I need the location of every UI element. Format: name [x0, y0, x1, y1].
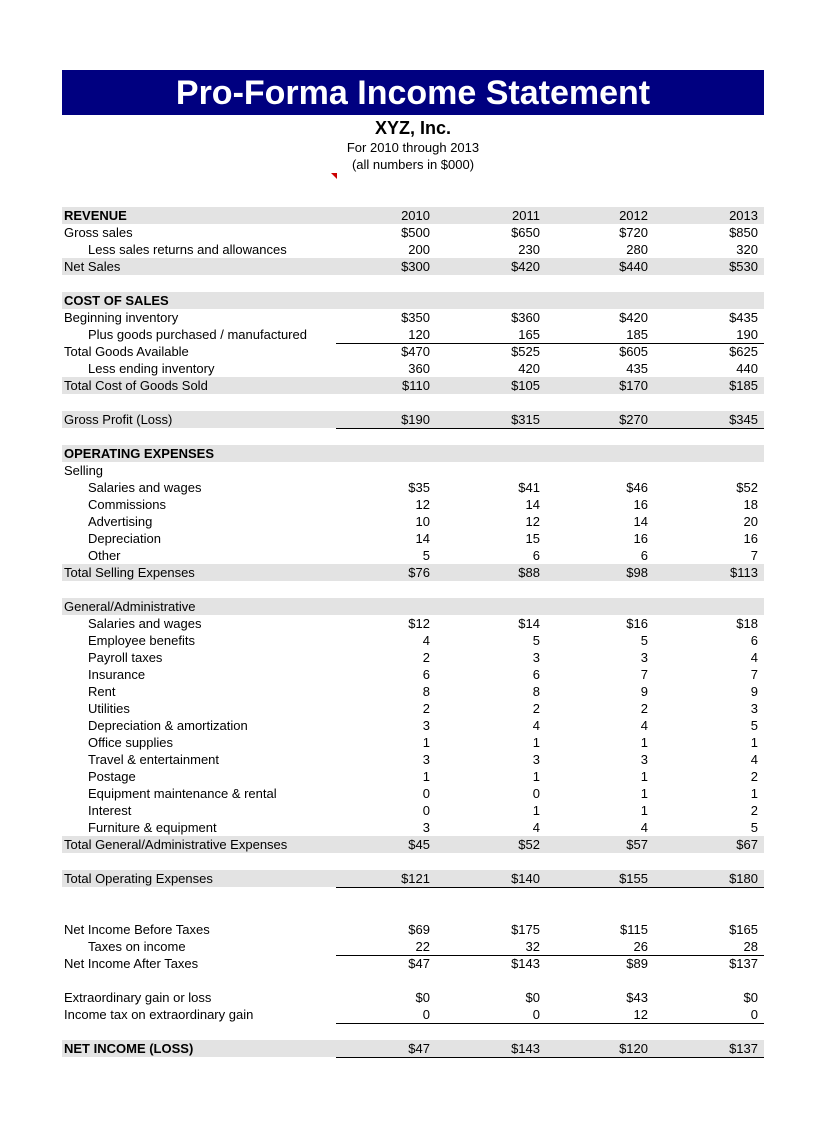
value-cell-2012[interactable]: 4 — [640, 820, 648, 835]
value-cell-2010[interactable]: 14 — [415, 531, 430, 546]
value-cell-2012[interactable]: 16 — [633, 531, 648, 546]
value-cell-2012[interactable]: 4 — [640, 718, 648, 733]
value-cell-2011[interactable]: 1 — [532, 735, 540, 750]
value-cell-2012[interactable]: 3 — [640, 752, 648, 767]
value-cell-2013[interactable]: 5 — [750, 718, 758, 733]
value-cell-2011[interactable]: 420 — [518, 361, 540, 376]
row-label[interactable]: Less ending inventory — [88, 361, 215, 376]
row-label[interactable]: Beginning inventory — [64, 310, 179, 325]
value-cell-2013[interactable]: 2 — [750, 769, 758, 784]
value-cell-2011[interactable]: 0 — [532, 1007, 540, 1022]
table-row — [62, 649, 764, 666]
income-statement-table — [62, 207, 764, 1057]
value-cell-2011[interactable]: 165 — [518, 327, 540, 342]
value-cell-2010[interactable]: 0 — [422, 1007, 430, 1022]
row-label[interactable]: Gross sales — [64, 225, 133, 240]
company-name: XYZ, Inc. — [374, 118, 452, 138]
value-cell-2011[interactable]: 15 — [525, 531, 540, 546]
row-label[interactable]: Net Income Before Taxes — [64, 922, 210, 937]
table-row — [62, 921, 764, 938]
row-label[interactable]: Depreciation — [88, 531, 161, 546]
value-cell-2011[interactable]: 6 — [532, 548, 540, 563]
row-label[interactable]: Other — [88, 548, 121, 563]
value-cell-2012[interactable]: 2 — [640, 701, 648, 716]
value-cell-2011[interactable]: 1 — [532, 803, 540, 818]
value-cell-2013[interactable]: 6 — [750, 633, 758, 648]
cell-comment-indicator-icon[interactable] — [331, 173, 337, 179]
value-cell-2010[interactable]: $300 — [401, 259, 430, 274]
table-row — [62, 530, 764, 547]
value-cell-2012[interactable]: 1 — [640, 803, 648, 818]
value-cell-2012[interactable]: 2012 — [619, 208, 648, 223]
value-cell-2011[interactable]: $143 — [511, 1041, 540, 1056]
row-label[interactable]: Taxes on income — [88, 939, 186, 954]
value-cell-2013[interactable]: 7 — [750, 667, 758, 682]
value-cell-2013[interactable]: 190 — [736, 327, 758, 342]
table-row — [62, 785, 764, 802]
table-row — [62, 258, 764, 275]
value-cell-2012[interactable]: 12 — [633, 1007, 648, 1022]
row-label[interactable]: Equipment maintenance & rental — [88, 786, 277, 801]
value-cell-2010[interactable]: 12 — [415, 497, 430, 512]
row-label[interactable]: Total Selling Expenses — [64, 565, 195, 580]
row-label[interactable]: NET INCOME (LOSS) — [64, 1041, 194, 1056]
table-row — [62, 564, 764, 581]
table-row — [62, 241, 764, 258]
value-cell-2011[interactable]: 2011 — [512, 208, 540, 223]
row-label[interactable]: OPERATING EXPENSES — [64, 446, 215, 461]
table-row — [62, 513, 764, 530]
table-row — [62, 700, 764, 717]
value-cell-2013[interactable]: 440 — [736, 361, 758, 376]
value-cell-2012[interactable]: $155 — [619, 871, 648, 886]
table-row — [62, 496, 764, 513]
table-row — [62, 819, 764, 836]
row-label[interactable]: Total Goods Available — [64, 344, 189, 359]
row-label[interactable]: Plus goods purchased / manufactured — [88, 327, 307, 342]
value-cell-2010[interactable]: $76 — [408, 565, 430, 580]
table-row — [62, 411, 764, 428]
value-cell-2013[interactable]: $530 — [729, 259, 758, 274]
value-cell-2010[interactable]: 1 — [422, 769, 430, 784]
table-row — [62, 734, 764, 751]
value-cell-2010[interactable]: $12 — [408, 616, 430, 631]
row-label[interactable]: Selling — [64, 463, 104, 478]
value-cell-2010[interactable]: $500 — [401, 225, 430, 240]
row-label[interactable]: Rent — [88, 684, 116, 699]
row-label[interactable]: Utilities — [88, 701, 130, 716]
value-cell-2010[interactable]: $470 — [401, 344, 430, 359]
table-row — [62, 360, 764, 377]
value-cell-2013[interactable]: 7 — [750, 548, 758, 563]
table-row — [62, 955, 764, 972]
spacer-row — [62, 853, 764, 870]
value-cell-2011[interactable]: 4 — [532, 820, 540, 835]
value-cell-2013[interactable]: 5 — [750, 820, 758, 835]
value-cell-2013[interactable]: $67 — [736, 837, 758, 852]
value-cell-2010[interactable]: 8 — [422, 684, 430, 699]
table-row — [62, 598, 764, 615]
value-cell-2013[interactable]: $625 — [729, 344, 758, 359]
value-cell-2011[interactable]: 6 — [532, 667, 540, 682]
value-cell-2013[interactable]: 4 — [750, 650, 758, 665]
row-label[interactable]: Advertising — [88, 514, 153, 529]
value-cell-2013[interactable]: $137 — [729, 956, 758, 971]
value-cell-2010[interactable]: $69 — [408, 922, 430, 937]
value-cell-2011[interactable]: $650 — [511, 225, 540, 240]
table-row — [62, 547, 764, 564]
spacer-row — [62, 275, 764, 292]
value-cell-2012[interactable]: 435 — [626, 361, 648, 376]
value-cell-2012[interactable]: 26 — [633, 939, 648, 954]
value-cell-2012[interactable]: $420 — [619, 310, 648, 325]
value-cell-2011[interactable]: 12 — [525, 514, 540, 529]
value-cell-2012[interactable]: $605 — [619, 344, 648, 359]
table-row — [62, 836, 764, 853]
row-label[interactable]: Interest — [88, 803, 132, 818]
row-label[interactable]: Travel & entertainment — [88, 752, 220, 767]
row-label[interactable]: Commissions — [88, 497, 167, 512]
value-cell-2010[interactable]: $350 — [401, 310, 430, 325]
value-cell-2010[interactable]: 4 — [422, 633, 430, 648]
value-cell-2013[interactable]: 18 — [743, 497, 758, 512]
period-subtitle: For 2010 through 2013 — [346, 140, 480, 155]
table-row — [62, 292, 764, 309]
value-cell-2010[interactable]: 3 — [422, 718, 430, 733]
value-cell-2012[interactable]: $115 — [620, 922, 648, 937]
value-cell-2010[interactable]: $190 — [401, 412, 430, 427]
row-label[interactable]: Employee benefits — [88, 633, 195, 648]
units-subtitle: (all numbers in $000) — [351, 157, 475, 172]
value-cell-2012[interactable]: 280 — [626, 242, 648, 257]
row-label[interactable]: REVENUE — [64, 208, 127, 223]
value-cell-2010[interactable]: 5 — [422, 548, 430, 563]
page-title-banner — [62, 70, 764, 115]
spacer-row — [62, 972, 764, 989]
row-label[interactable]: Salaries and wages — [88, 616, 202, 631]
value-cell-2010[interactable]: 10 — [415, 514, 430, 529]
value-cell-2012[interactable]: 185 — [626, 327, 648, 342]
value-cell-2011[interactable]: $315 — [511, 412, 540, 427]
value-cell-2012[interactable]: 9 — [640, 684, 648, 699]
table-row — [62, 615, 764, 632]
value-cell-2010[interactable]: 200 — [408, 242, 430, 257]
row-label[interactable]: Office supplies — [88, 735, 174, 750]
value-cell-2011[interactable]: $175 — [511, 922, 540, 937]
spacer-row — [62, 428, 764, 445]
value-cell-2013[interactable]: $113 — [730, 565, 758, 580]
value-cell-2013[interactable]: $850 — [729, 225, 758, 240]
row-label[interactable]: Payroll taxes — [88, 650, 163, 665]
table-row — [62, 989, 764, 1006]
table-row — [62, 666, 764, 683]
value-cell-2010[interactable]: 120 — [408, 327, 430, 342]
value-cell-2011[interactable]: 3 — [532, 752, 540, 767]
value-cell-2010[interactable]: 22 — [415, 939, 430, 954]
value-cell-2012[interactable]: 7 — [640, 667, 648, 682]
value-cell-2012[interactable]: 3 — [640, 650, 648, 665]
value-cell-2011[interactable]: $88 — [518, 565, 540, 580]
value-cell-2011[interactable]: $41 — [518, 480, 540, 495]
row-label[interactable]: Total Cost of Goods Sold — [64, 378, 208, 393]
spacer-row — [62, 394, 764, 411]
value-cell-2011[interactable]: $140 — [511, 871, 540, 886]
value-cell-2013[interactable]: 4 — [750, 752, 758, 767]
value-cell-2013[interactable]: $165 — [729, 922, 758, 937]
value-cell-2013[interactable]: 320 — [736, 242, 758, 257]
value-cell-2011[interactable]: $14 — [518, 616, 540, 631]
row-label[interactable]: Total Operating Expenses — [64, 871, 213, 886]
value-cell-2012[interactable]: $89 — [626, 956, 648, 971]
value-cell-2011[interactable]: $105 — [511, 378, 540, 393]
value-cell-2010[interactable]: 3 — [422, 752, 430, 767]
value-cell-2013[interactable]: 1 — [750, 735, 758, 750]
value-cell-2012[interactable]: $16 — [626, 616, 648, 631]
value-cell-2012[interactable]: $270 — [619, 412, 648, 427]
table-row — [62, 938, 764, 955]
value-cell-2010[interactable]: 2010 — [401, 208, 430, 223]
value-cell-2010[interactable]: 0 — [422, 786, 430, 801]
value-cell-2011[interactable]: $360 — [511, 310, 540, 325]
value-cell-2013[interactable]: $345 — [729, 412, 758, 427]
value-cell-2012[interactable]: 1 — [640, 769, 648, 784]
row-label[interactable]: Salaries and wages — [88, 480, 202, 495]
value-cell-2011[interactable]: 4 — [532, 718, 540, 733]
value-cell-2013[interactable]: 9 — [750, 684, 758, 699]
table-row — [62, 479, 764, 496]
page-title: Pro-Forma Income Statement — [175, 74, 651, 112]
value-cell-2011[interactable]: 3 — [532, 650, 540, 665]
row-label[interactable]: Gross Profit (Loss) — [64, 412, 173, 427]
value-cell-2010[interactable]: $110 — [402, 378, 430, 393]
spacer-row — [62, 904, 764, 921]
value-cell-2012[interactable]: 1 — [640, 786, 648, 801]
row-label[interactable]: Insurance — [88, 667, 146, 682]
value-cell-2013[interactable]: 28 — [743, 939, 758, 954]
value-cell-2013[interactable]: 0 — [750, 1007, 758, 1022]
value-cell-2013[interactable]: 16 — [743, 531, 758, 546]
table-row — [62, 768, 764, 785]
value-cell-2010[interactable]: $47 — [408, 956, 430, 971]
value-cell-2011[interactable]: $420 — [511, 259, 540, 274]
value-cell-2012[interactable]: $720 — [619, 225, 648, 240]
table-row — [62, 377, 764, 394]
table-row — [62, 462, 764, 479]
value-cell-2010[interactable]: $121 — [401, 871, 430, 886]
table-row — [62, 343, 764, 360]
row-label[interactable]: Income tax on extraordinary gain — [64, 1007, 254, 1022]
row-label[interactable]: Less sales returns and allowances — [88, 242, 287, 257]
value-cell-2012[interactable]: $43 — [626, 990, 648, 1005]
value-cell-2010[interactable]: $0 — [415, 990, 430, 1005]
value-cell-2012[interactable]: $440 — [619, 259, 648, 274]
value-cell-2013[interactable]: 2013 — [729, 208, 758, 223]
value-cell-2011[interactable]: 230 — [518, 242, 540, 257]
value-cell-2010[interactable]: 6 — [422, 667, 430, 682]
value-cell-2013[interactable]: 2 — [750, 803, 758, 818]
value-cell-2011[interactable]: 32 — [525, 939, 540, 954]
value-cell-2010[interactable]: 2 — [422, 650, 430, 665]
value-cell-2010[interactable]: 360 — [408, 361, 430, 376]
row-label[interactable]: Furniture & equipment — [88, 820, 217, 835]
table-row — [62, 326, 764, 343]
value-cell-2012[interactable]: 14 — [633, 514, 648, 529]
value-cell-2010[interactable]: 3 — [422, 820, 430, 835]
value-cell-2013[interactable]: $180 — [729, 871, 758, 886]
value-cell-2012[interactable]: $98 — [626, 565, 648, 580]
table-row — [62, 207, 764, 224]
value-cell-2011[interactable]: 0 — [532, 786, 540, 801]
value-cell-2013[interactable]: $52 — [736, 480, 758, 495]
value-cell-2011[interactable]: 14 — [525, 497, 540, 512]
row-label[interactable]: COST OF SALES — [64, 293, 169, 308]
value-cell-2011[interactable]: 5 — [532, 633, 540, 648]
table-row — [62, 309, 764, 326]
value-cell-2010[interactable]: $35 — [408, 480, 430, 495]
row-label[interactable]: Net Sales — [64, 259, 121, 274]
value-cell-2010[interactable]: 0 — [422, 803, 430, 818]
spacer-row — [62, 581, 764, 598]
row-label[interactable]: General/Administrative — [64, 599, 196, 614]
value-cell-2011[interactable]: $143 — [511, 956, 540, 971]
table-row — [62, 717, 764, 734]
value-cell-2012[interactable]: 1 — [640, 735, 648, 750]
value-cell-2012[interactable]: $46 — [626, 480, 648, 495]
value-cell-2012[interactable]: $170 — [619, 378, 648, 393]
value-cell-2011[interactable]: $0 — [525, 990, 540, 1005]
value-cell-2013[interactable]: 20 — [743, 514, 758, 529]
value-cell-2013[interactable]: $435 — [729, 310, 758, 325]
row-label[interactable]: Postage — [88, 769, 136, 784]
value-cell-2010[interactable]: $47 — [408, 1041, 430, 1056]
table-row — [62, 1006, 764, 1023]
value-cell-2013[interactable]: 1 — [750, 786, 758, 801]
value-cell-2010[interactable]: 1 — [422, 735, 430, 750]
spacer-row — [62, 1023, 764, 1040]
value-cell-2011[interactable]: 2 — [532, 701, 540, 716]
table-row — [62, 632, 764, 649]
value-cell-2012[interactable]: $120 — [619, 1041, 648, 1056]
row-label[interactable]: Extraordinary gain or loss — [64, 990, 212, 1005]
value-cell-2011[interactable]: 1 — [532, 769, 540, 784]
value-cell-2013[interactable]: $137 — [729, 1041, 758, 1056]
value-cell-2011[interactable]: $52 — [518, 837, 540, 852]
spacer-row — [62, 887, 764, 904]
value-cell-2013[interactable]: $0 — [743, 990, 758, 1005]
table-row — [62, 802, 764, 819]
value-cell-2013[interactable]: $18 — [736, 616, 758, 631]
table-row — [62, 1040, 764, 1057]
table-row — [62, 224, 764, 241]
table-row — [62, 751, 764, 768]
value-cell-2011[interactable]: 8 — [532, 684, 540, 699]
value-cell-2011[interactable]: $525 — [511, 344, 540, 359]
value-cell-2013[interactable]: 3 — [750, 701, 758, 716]
row-label[interactable]: Net Income After Taxes — [64, 956, 199, 971]
value-cell-2012[interactable]: 16 — [633, 497, 648, 512]
table-row — [62, 683, 764, 700]
value-cell-2013[interactable]: $185 — [729, 378, 758, 393]
value-cell-2012[interactable]: 5 — [640, 633, 648, 648]
row-label[interactable]: Total General/Administrative Expenses — [64, 837, 288, 852]
table-row — [62, 870, 764, 887]
table-row — [62, 445, 764, 462]
value-cell-2010[interactable]: $45 — [408, 837, 430, 852]
value-cell-2012[interactable]: $57 — [626, 837, 648, 852]
value-cell-2012[interactable]: 6 — [640, 548, 648, 563]
value-cell-2010[interactable]: 2 — [422, 701, 430, 716]
row-label[interactable]: Depreciation & amortization — [88, 718, 248, 733]
